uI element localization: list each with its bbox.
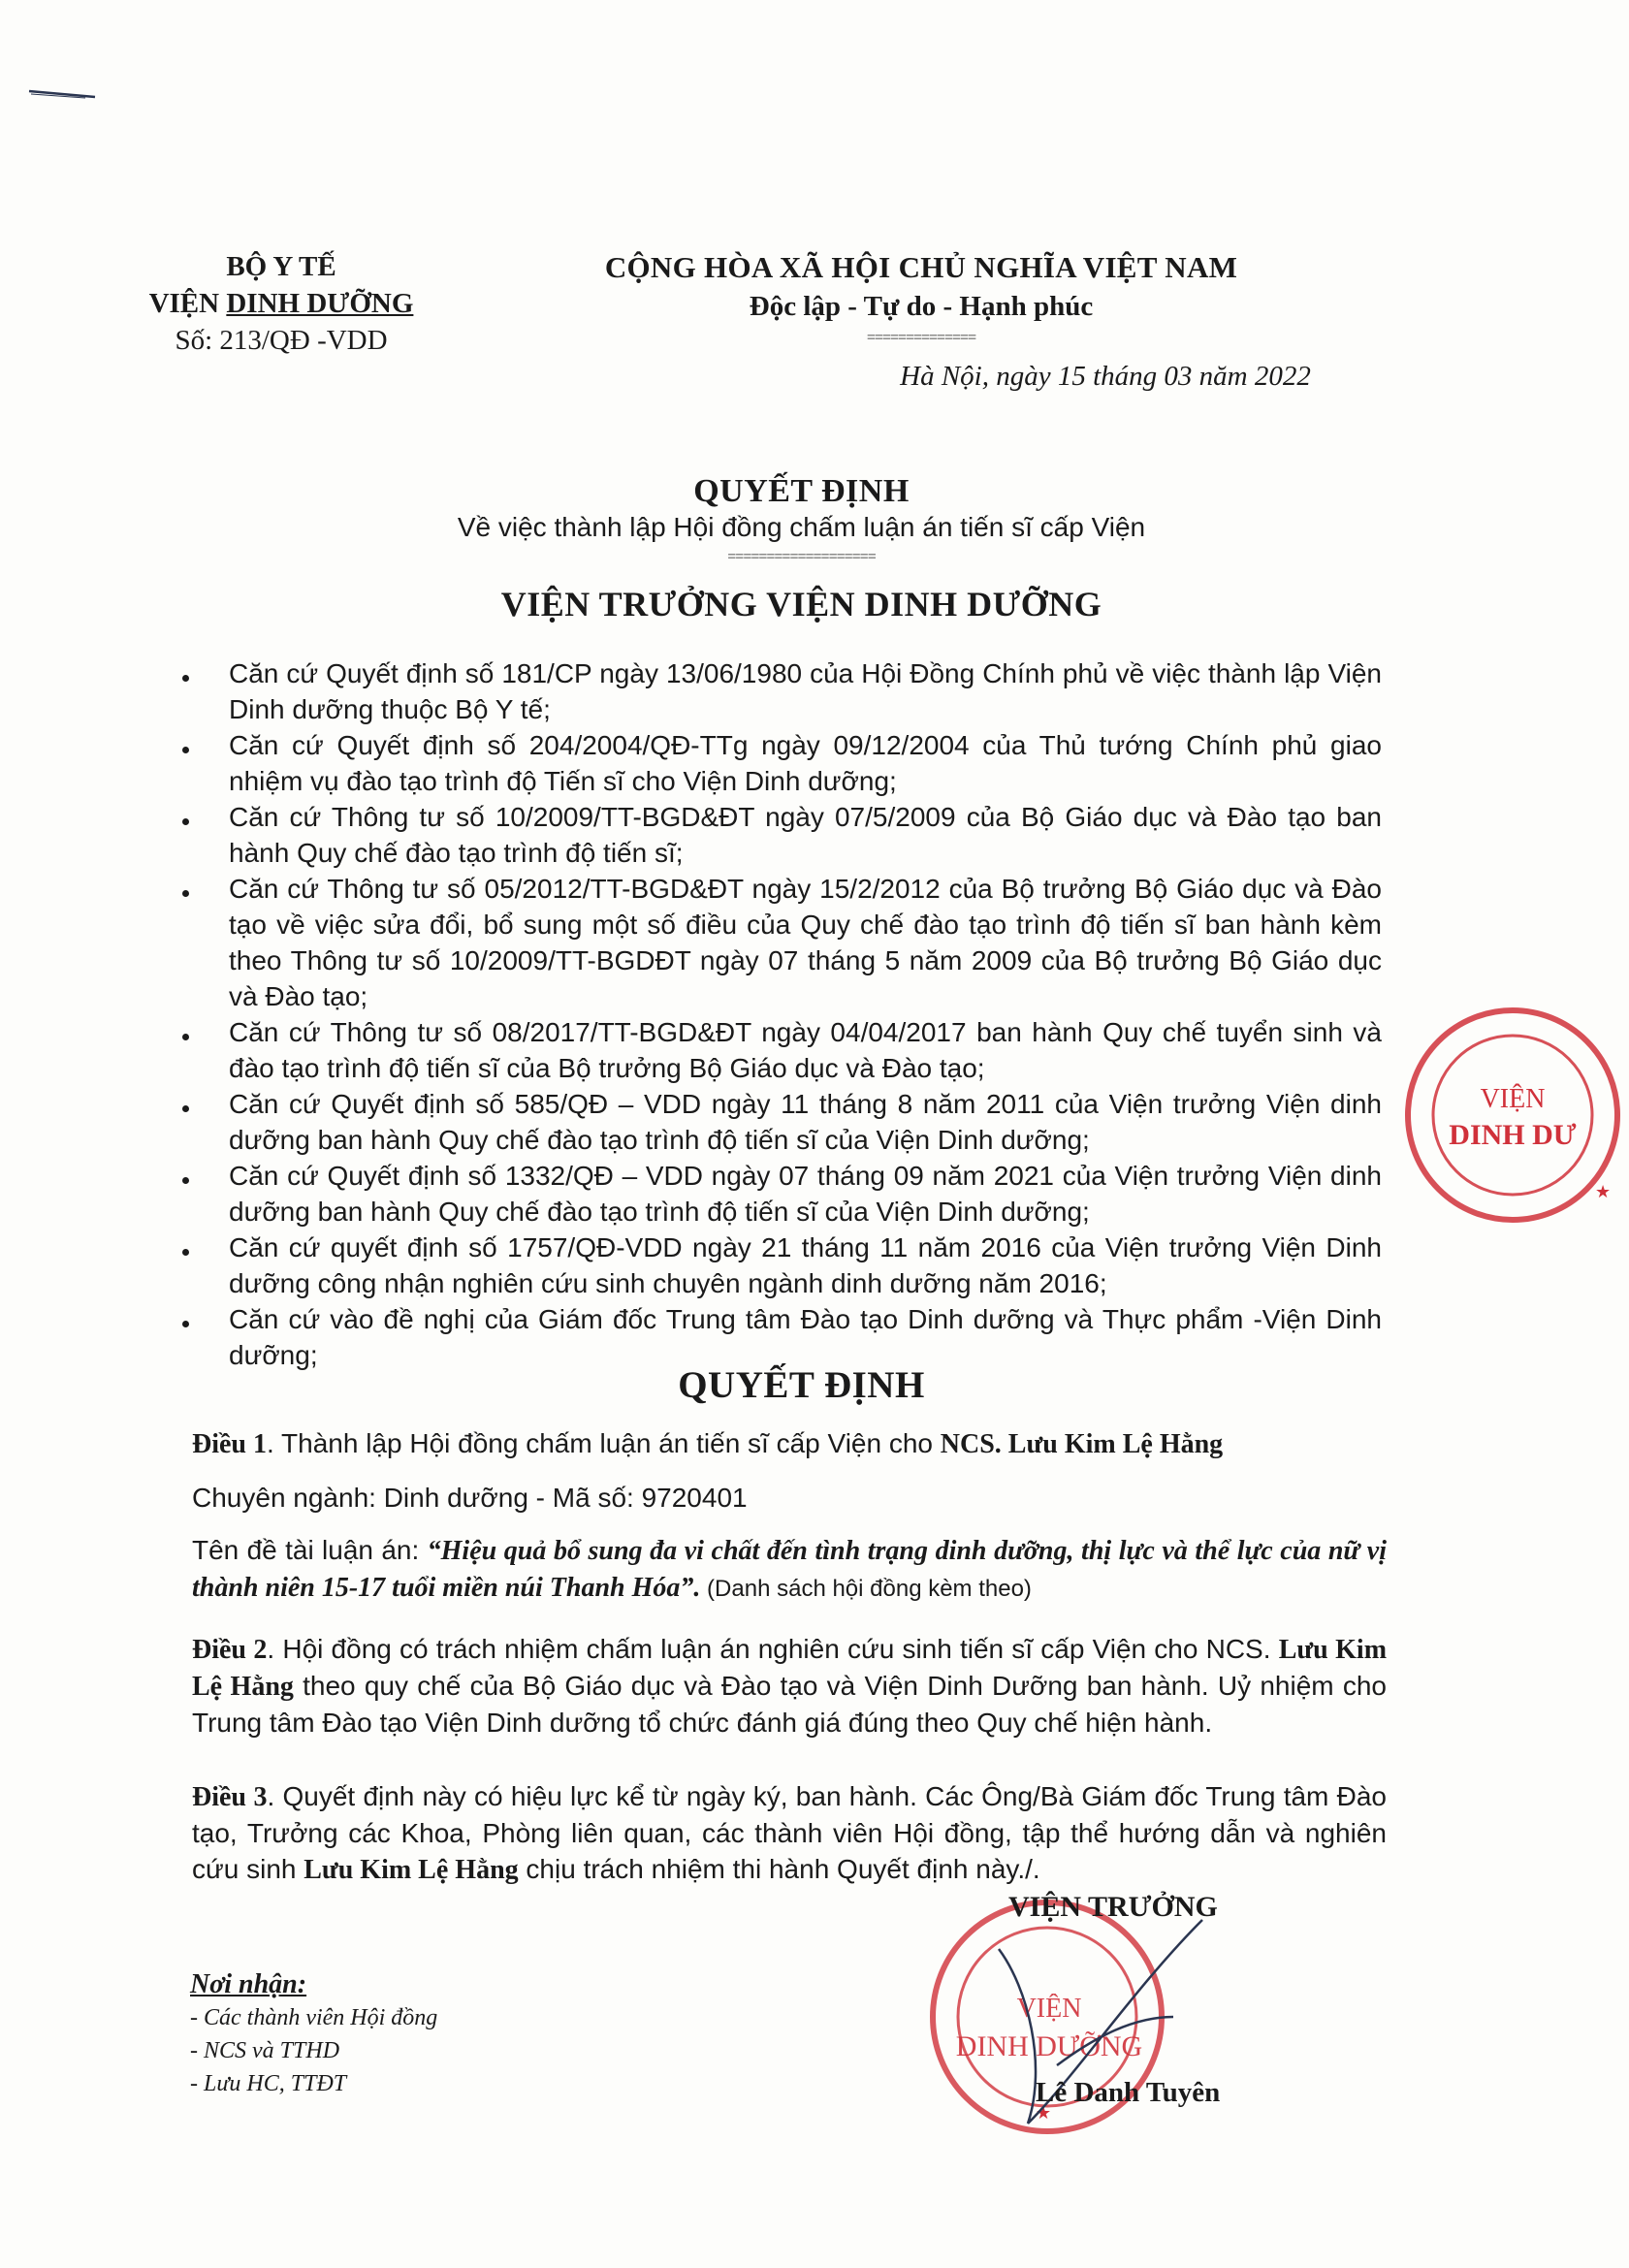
recipients-title: Nơi nhận: (190, 1969, 307, 1999)
issuer-block (107, 248, 456, 359)
document-title: QUYẾT ĐỊNH (693, 473, 910, 509)
legal-basis-text: Căn cứ Quyết định số 1332/QĐ – VDD ngày 07 tháng 09 năm 2021 của Viện trưởng Viện dinh dưỡng ban hành Quy chế đào tạo trình độ tiến sĩ của Viện Dinh dưỡng; (229, 1161, 1382, 1227)
legal-basis-text: Căn cứ Thông tư số 05/2012/TT-BGD&ĐT ngày 15/2/2012 của Bộ trưởng Bộ Giáo dục và Đào tạo về việc sửa đổi, bổ sung một số điều của Quy chế đào tạo trình độ tiến sĩ ban hành kèm theo Thông tư số 10/2009/TT-BGDĐT ngày 07 tháng 5 năm 2009 của Bộ trưởng Bộ Giáo dục và Đào tạo; (229, 874, 1382, 1011)
document-subject: Về việc thành lập Hội đồng chấm luận án tiến sĩ cấp Viện (457, 512, 1146, 542)
bullet-icon (182, 1321, 189, 1327)
stamp-side-line2: DINH DƯ (1449, 1119, 1577, 1151)
decision-heading: QUYẾT ĐỊNH (678, 1364, 925, 1406)
article-3-text-a: . Quyết định này có hiệu lực kể từ ngày ký, ban hành. Các Ông/Bà Giám đốc Trung tâm Đào tạo, Trưởng các Khoa, Phòng liên quan, các thành viên Hội đồng, tập thể hướng dẫn và nghiên cứu sinh (192, 1781, 1387, 1884)
legal-basis-item (175, 1158, 1382, 1230)
stamp-side-line1: VIỆN (1480, 1084, 1546, 1114)
article-2-text-b: theo quy chế của Bộ Giáo dục và Đào tạo và Viện Dinh Dưỡng ban hành. Uỷ nhiệm cho Trung tâm Đào tạo Viện Dinh dưỡng tổ chức đánh giá đúng theo Quy chế hiện hành. (192, 1671, 1387, 1738)
article-3-name: Lưu Kim Lệ Hằng (303, 1855, 519, 1885)
bullet-icon (182, 1105, 189, 1112)
scanner-mark (27, 89, 97, 99)
recipient-item: - Các thành viên Hội đồng (190, 2005, 438, 2030)
title-separator: =================== (727, 549, 876, 565)
institute-underlined: DINH DƯỠNG (226, 288, 414, 319)
legal-basis-text: Căn cứ Thông tư số 10/2009/TT-BGD&ĐT ngày 07/5/2009 của Bộ Giáo dục và Đào tạo ban hành Quy chế đào tạo trình độ tiến sĩ; (229, 802, 1382, 868)
national-header (543, 248, 1299, 347)
legal-basis-text: Căn cứ Quyết định số 181/CP ngày 13/06/1980 của Hội Đồng Chính phủ về việc thành lập Viện Dinh dưỡng thuộc Bộ Y tế; (229, 658, 1382, 724)
legal-basis-item (175, 1014, 1382, 1086)
signer-name: Lê Danh Tuyên (1036, 2077, 1221, 2108)
institute-prefix: VIỆN (148, 288, 227, 319)
legal-basis-item (175, 655, 1382, 727)
article-1 (192, 1425, 1387, 1462)
legal-basis-item (175, 1230, 1382, 1301)
legal-basis-text: Căn cứ vào đề nghị của Giám đốc Trung tâm Đào tạo Dinh dưỡng và Thực phẩm -Viện Dinh dưỡng; (229, 1304, 1382, 1370)
recipient-item: - NCS và TTHD (190, 2038, 340, 2063)
bullet-icon (182, 1249, 189, 1256)
bullet-icon (182, 1034, 189, 1040)
date-place: Hà Nội, ngày 15 tháng 03 năm 2022 (900, 361, 1311, 392)
document-number: Số: 213/QĐ -VDD (175, 325, 388, 356)
bullet-icon (182, 818, 189, 825)
stamp-star-icon: ★ (1595, 1182, 1612, 1201)
legal-basis-item (175, 871, 1382, 1014)
nation-name: CỘNG HÒA XÃ HỘI CHỦ NGHĨA VIỆT NAM (604, 250, 1238, 284)
candidate-name: NCS. Lưu Kim Lệ Hằng (940, 1429, 1224, 1459)
legal-basis-text: Căn cứ quyết định số 1757/QĐ-VDD ngày 21 tháng 11 năm 2016 của Viện trưởng Viện Dinh dưỡng công nhận nghiên cứu sinh chuyên ngành dinh dưỡng năm 2016; (229, 1232, 1382, 1298)
specialty-line: Chuyên ngành: Dinh dưỡng - Mã số: 9720401 (192, 1483, 748, 1513)
article-1-text: . Thành lập Hội đồng chấm luận án tiến sĩ cấp Viện cho (267, 1428, 941, 1458)
stamp-star-icon: ★ (1036, 2103, 1052, 2123)
stamp-sig-line2: DINH DƯỠNG (955, 2030, 1143, 2062)
bullet-icon (182, 747, 189, 753)
thesis-prefix: Tên đề tài luận án: (192, 1535, 428, 1565)
bullet-icon (182, 1177, 189, 1184)
legal-basis-text: Căn cứ Quyết định số 204/2004/QĐ-TTg ngày 09/12/2004 của Thủ tướng Chính phủ giao nhiệm vụ đào tạo trình độ Tiến sĩ cho Viện Dinh dưỡng; (229, 730, 1382, 796)
bullet-icon (182, 890, 189, 897)
national-motto: Độc lập - Tự do - Hạnh phúc (749, 291, 1094, 322)
article-2 (192, 1631, 1387, 1741)
legal-basis-text: Căn cứ Quyết định số 585/QĐ – VDD ngày 11 tháng 8 năm 2011 của Viện trưởng Viện dinh dưỡng ban hành Quy chế đào tạo trình độ tiến sĩ của Viện Dinh dưỡng; (229, 1089, 1382, 1155)
legal-basis-item (175, 799, 1382, 871)
signer-title: VIỆN TRƯỞNG (1008, 1891, 1218, 1923)
institute-name (107, 285, 456, 322)
thesis-line (192, 1532, 1387, 1607)
thesis-title: “Hiệu quả bổ sung đa vi chất đến tình trạng dinh dưỡng, thị lực và thể lực của nữ vị thành niên 15-17 tuổi miền núi Thanh Hóa”. (192, 1536, 1387, 1603)
issuing-authority: VIỆN TRƯỞNG VIỆN DINH DƯỠNG (500, 585, 1102, 623)
legal-basis-text: Căn cứ Thông tư số 08/2017/TT-BGD&ĐT ngày 04/04/2017 ban hành Quy chế tuyển sinh và đào tạo trình độ tiến sĩ của Bộ trưởng Bộ Giáo dục và Đào tạo; (229, 1017, 1382, 1083)
article-2-label: Điều 2 (192, 1635, 268, 1665)
header-separator: ============== (866, 330, 976, 346)
stamp-sig-line1: VIỆN (1016, 1994, 1082, 2024)
article-2-text-a: . Hội đồng có trách nhiệm chấm luận án nghiên cứu sinh tiến sĩ cấp Viện cho NCS. (267, 1634, 1279, 1664)
legal-bases-list (175, 655, 1382, 1373)
article-3-label: Điều 3 (192, 1782, 268, 1812)
bullet-icon (182, 675, 189, 682)
recipient-item: - Lưu HC, TTĐT (190, 2071, 347, 2096)
legal-basis-item (175, 1086, 1382, 1158)
thesis-note: (Danh sách hội đồng kèm theo) (700, 1576, 1032, 1602)
article-1-label: Điều 1 (192, 1429, 267, 1459)
article-2-name: Lưu Kim Lệ Hằng (192, 1635, 1388, 1702)
article-3-text-b: chịu trách nhiệm thi hành Quyết định này./. (518, 1854, 1040, 1884)
legal-basis-item (175, 1301, 1382, 1373)
legal-basis-item (175, 727, 1382, 799)
ministry-name: BỘ Y TẾ (226, 251, 336, 282)
seal-stamp-side (1396, 999, 1629, 1231)
recipients-block (190, 1968, 437, 2100)
